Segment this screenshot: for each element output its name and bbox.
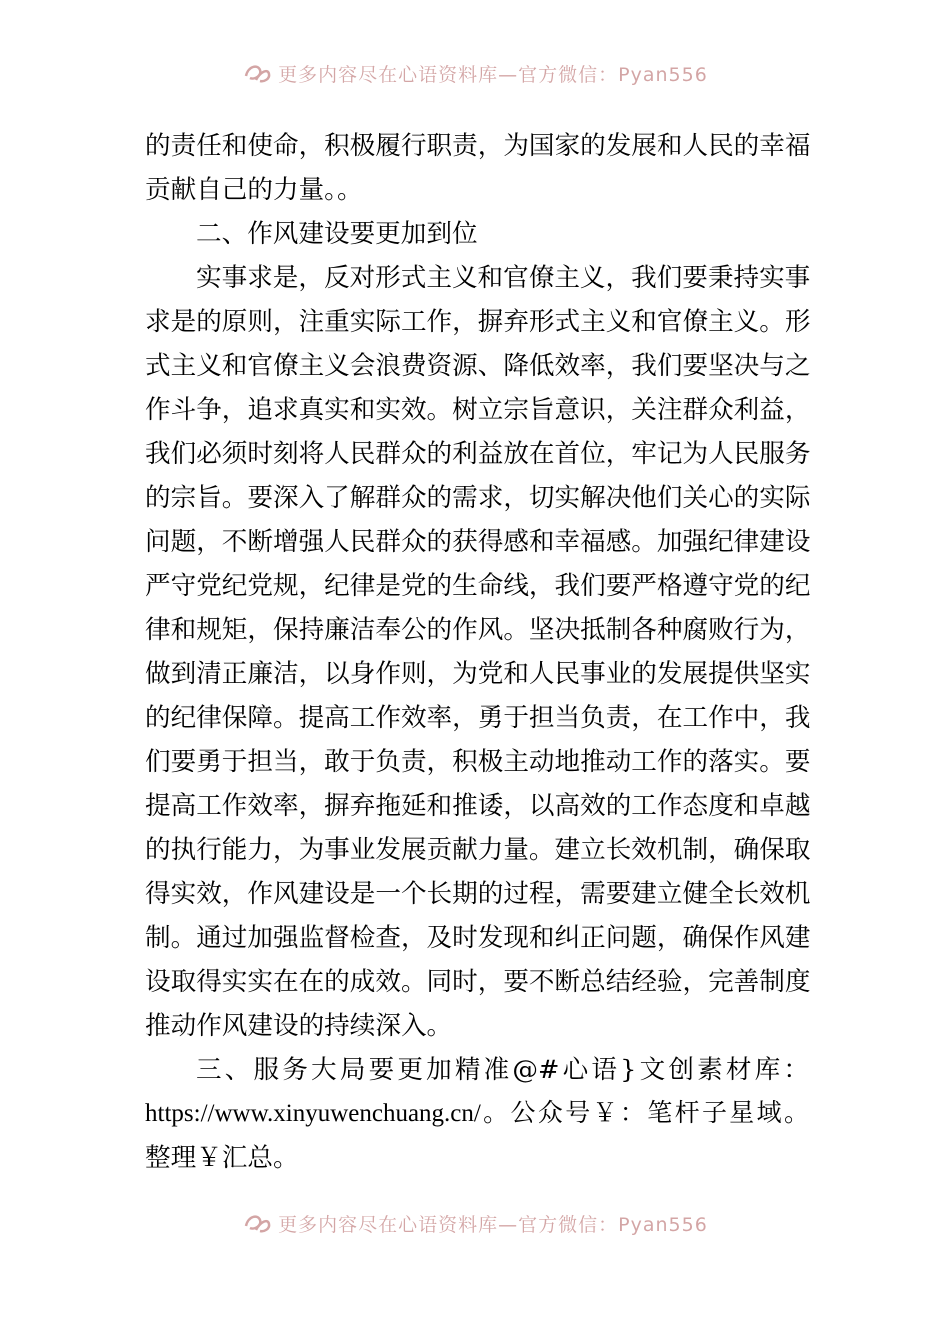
text-line: 式主义和官僚主义会浪费资源、降低效率，我们要坚决与之 (145, 351, 811, 381)
text-line: 提高工作效率，摒弃拖延和推诿，以高效的工作态度和卓越 (145, 791, 811, 821)
header-watermark (0, 56, 950, 90)
text-line: 做到清正廉洁，以身作则，为党和人民事业的发展提供坚实 (145, 659, 811, 689)
url-line: https://www.xinyuwenchuang.cn/。公众号￥：笔杆子星域。 (145, 1100, 809, 1127)
text-line: 实事求是，反对形式主义和官僚主义，我们要秉持实事 (196, 263, 811, 293)
text-line: 制。通过加强监督检查，及时发现和纠正问题，确保作风建 (145, 923, 811, 953)
document-body (145, 124, 809, 1180)
text-line: 的执行能力，为事业发展贡献力量。建立长效机制，确保取 (145, 835, 811, 865)
section-heading: 二、作风建设要更加到位 (196, 219, 478, 249)
text-line: 们要勇于担当，敢于负责，积极主动地推动工作的落实。要 (145, 747, 811, 777)
text-line: 整理￥汇总。 (145, 1143, 299, 1173)
text-line: 严守党纪党规，纪律是党的生命线，我们要严格遵守党的纪 (145, 571, 811, 601)
watermark-logo-icon (242, 62, 272, 84)
watermark-logo-icon (242, 1212, 272, 1234)
text-line: 推动作风建设的持续深入。 (145, 1011, 453, 1041)
watermark-text: 更多内容尽在心语资料库—官方微信：Pyan556 (278, 1213, 708, 1236)
text-line: 作斗争，追求真实和实效。树立宗旨意识，关注群众利益， (145, 395, 811, 425)
text-line: 设取得实实在在的成效。同时，要不断总结经验，完善制度 (145, 967, 811, 997)
text-line: 贡献自己的力量。。 (145, 175, 363, 205)
text-line: 的宗旨。要深入了解群众的需求，切实解决他们关心的实际 (145, 483, 811, 513)
footer-watermark (0, 1206, 950, 1240)
section-heading: 三、服务大局要更加精准@#心语}文创素材库： (196, 1055, 809, 1085)
text-line: 律和规矩，保持廉洁奉公的作风。坚决抵制各种腐败行为， (145, 615, 811, 645)
text-line: 得实效，作风建设是一个长期的过程，需要建立健全长效机 (145, 879, 811, 909)
text-line: 求是的原则，注重实际工作，摒弃形式主义和官僚主义。形 (145, 307, 811, 337)
watermark-text: 更多内容尽在心语资料库—官方微信：Pyan556 (278, 63, 708, 86)
text-line: 的责任和使命，积极履行职责，为国家的发展和人民的幸福 (145, 131, 811, 161)
text-line: 我们必须时刻将人民群众的利益放在首位，牢记为人民服务 (145, 439, 811, 469)
text-line: 问题，不断增强人民群众的获得感和幸福感。加强纪律建设 (145, 527, 811, 557)
text-line: 的纪律保障。提高工作效率，勇于担当负责，在工作中，我 (145, 703, 811, 733)
